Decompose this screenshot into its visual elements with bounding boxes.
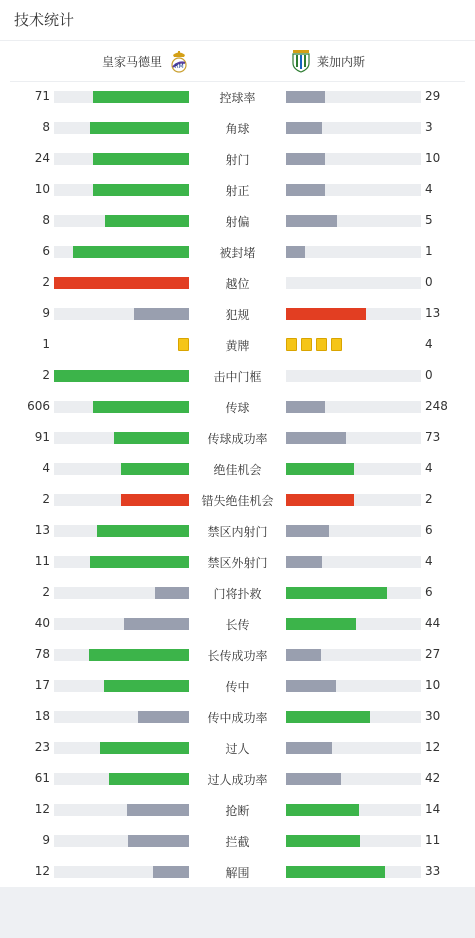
home-bar-fill (73, 246, 189, 258)
away-bar-track (286, 618, 421, 630)
stat-row[interactable] (0, 794, 475, 825)
home-value: 9 (42, 833, 50, 847)
away-bar-fill (286, 401, 325, 413)
stat-label: 传球成功率 (207, 432, 268, 446)
stat-label: 禁区外射门 (207, 556, 268, 570)
away-bar-fill (286, 804, 359, 816)
home-bar-track (54, 463, 189, 475)
stat-label: 绝佳机会 (213, 463, 262, 477)
home-bar-fill (155, 587, 189, 599)
home-bar-track (54, 494, 189, 506)
stat-label: 黄牌 (225, 339, 250, 353)
stat-row[interactable] (0, 329, 475, 360)
away-bar-fill (286, 525, 329, 537)
away-value: 0 (425, 275, 433, 289)
away-bar-track (286, 246, 421, 258)
away-bar-track (286, 773, 421, 785)
stat-row[interactable] (0, 143, 475, 174)
stat-label: 击中门框 (213, 370, 262, 384)
home-value: 71 (34, 89, 50, 103)
home-value: 40 (34, 616, 50, 630)
home-bar-track (54, 308, 189, 320)
stat-row[interactable] (0, 484, 475, 515)
stat-row[interactable] (0, 639, 475, 670)
away-bar-fill (286, 711, 370, 723)
away-bar-track (286, 587, 421, 599)
stat-label: 拦截 (225, 835, 250, 849)
away-team[interactable] (290, 49, 365, 73)
home-bar-fill (54, 277, 189, 289)
home-value: 11 (34, 554, 50, 568)
stat-row[interactable] (0, 236, 475, 267)
home-bar-fill (128, 835, 189, 847)
stat-row[interactable] (0, 267, 475, 298)
stat-row[interactable] (0, 422, 475, 453)
stat-row[interactable] (0, 453, 475, 484)
home-bar-track (54, 711, 189, 723)
home-bar-fill (90, 556, 189, 568)
stat-label: 控球率 (219, 91, 256, 105)
home-bar-track (54, 122, 189, 134)
yellow-card-icon (316, 338, 327, 351)
away-bar-fill (286, 246, 305, 258)
home-bar-track (54, 370, 189, 382)
away-value: 12 (425, 740, 441, 754)
home-bar-fill (138, 711, 189, 723)
home-value: 8 (42, 213, 50, 227)
stat-row[interactable] (0, 81, 475, 112)
away-bar-track (286, 525, 421, 537)
home-bar-track (54, 835, 189, 847)
home-value: 23 (34, 740, 50, 754)
home-value: 1 (42, 337, 50, 351)
away-bar-fill (286, 153, 325, 165)
away-bar-track (286, 835, 421, 847)
away-bar-fill (286, 91, 325, 103)
away-bar-fill (286, 215, 337, 227)
home-bar-fill (97, 525, 189, 537)
stat-row[interactable] (0, 763, 475, 794)
away-value: 4 (425, 337, 433, 351)
stat-label: 解围 (225, 866, 250, 880)
away-bar-track (286, 866, 421, 878)
home-value: 24 (34, 151, 50, 165)
stat-row[interactable] (0, 732, 475, 763)
away-value: 11 (425, 833, 441, 847)
stat-row[interactable] (0, 546, 475, 577)
home-bar-track (54, 742, 189, 754)
away-value: 10 (425, 151, 441, 165)
away-team-name: 莱加内斯 (317, 54, 366, 69)
away-bar-track (286, 184, 421, 196)
home-team[interactable] (102, 49, 190, 73)
stat-label: 抢断 (225, 804, 250, 818)
away-bar-track (286, 215, 421, 227)
away-bar-fill (286, 494, 354, 506)
stat-label: 角球 (225, 122, 250, 136)
stat-label: 射门 (225, 153, 250, 167)
home-bar-track (54, 804, 189, 816)
stat-label: 犯规 (225, 308, 250, 322)
stat-label: 长传成功率 (207, 649, 268, 663)
stat-label: 传球 (225, 401, 250, 415)
home-value: 61 (34, 771, 50, 785)
stat-label: 射正 (225, 184, 250, 198)
away-bar-track (286, 680, 421, 692)
home-bar-fill (100, 742, 189, 754)
home-bar-fill (93, 401, 189, 413)
away-bar-fill (286, 587, 387, 599)
away-value: 2 (425, 492, 433, 506)
away-value: 44 (425, 616, 441, 630)
away-value: 30 (425, 709, 441, 723)
away-bar-track (286, 401, 421, 413)
away-value: 1 (425, 244, 433, 258)
home-bar-fill (93, 184, 189, 196)
stat-row[interactable] (0, 515, 475, 546)
page-title: 技术统计 (0, 0, 475, 41)
stat-label: 越位 (225, 277, 250, 291)
stat-row[interactable] (0, 577, 475, 608)
stat-row[interactable] (0, 205, 475, 236)
stat-row[interactable] (0, 391, 475, 422)
home-bar-track (54, 432, 189, 444)
away-bar-fill (286, 742, 332, 754)
stat-label: 传中成功率 (207, 711, 268, 725)
home-bar-track (54, 215, 189, 227)
stat-row[interactable] (0, 670, 475, 701)
away-bar-track (286, 153, 421, 165)
home-bar-track (54, 525, 189, 537)
home-bar-track (54, 618, 189, 630)
stats-list (0, 81, 475, 887)
home-bar-track (54, 401, 189, 413)
away-value: 27 (425, 647, 441, 661)
home-yellow-cards (54, 338, 189, 352)
home-value: 17 (34, 678, 50, 692)
away-bar-fill (286, 556, 322, 568)
yellow-card-icon (301, 338, 312, 351)
home-value: 18 (34, 709, 50, 723)
away-value: 73 (425, 430, 441, 444)
svg-text:RM: RM (174, 63, 184, 70)
home-bar-fill (121, 463, 189, 475)
away-bar-track (286, 370, 421, 382)
away-bar-track (286, 804, 421, 816)
away-value: 13 (425, 306, 441, 320)
stat-label: 被封堵 (219, 246, 256, 260)
away-bar-track (286, 711, 421, 723)
away-value: 0 (425, 368, 433, 382)
home-bar-track (54, 556, 189, 568)
real-madrid-crest-icon (168, 49, 190, 73)
away-value: 4 (425, 182, 433, 196)
home-value: 8 (42, 120, 50, 134)
home-value: 78 (34, 647, 50, 661)
stat-label: 射偏 (225, 215, 250, 229)
away-value: 14 (425, 802, 441, 816)
away-bar-track (286, 463, 421, 475)
away-bar-fill (286, 866, 385, 878)
stat-row[interactable] (0, 112, 475, 143)
away-yellow-cards (286, 338, 421, 352)
yellow-card-icon (178, 338, 189, 351)
yellow-card-icon (331, 338, 342, 351)
away-bar-track (286, 432, 421, 444)
stat-label: 传中 (225, 680, 250, 694)
home-bar-track (54, 91, 189, 103)
away-value: 6 (425, 585, 433, 599)
away-bar-track (286, 742, 421, 754)
yellow-card-icon (286, 338, 297, 351)
home-bar-fill (109, 773, 189, 785)
away-bar-fill (286, 308, 366, 320)
away-value: 5 (425, 213, 433, 227)
home-value: 10 (34, 182, 50, 196)
away-bar-track (286, 277, 421, 289)
home-bar-fill (105, 215, 189, 227)
away-value: 3 (425, 120, 433, 134)
home-team-name: 皇家马德里 (102, 54, 163, 69)
away-bar-fill (286, 463, 354, 475)
stat-label: 错失绝佳机会 (201, 494, 274, 508)
home-value: 2 (42, 492, 50, 506)
home-bar-fill (134, 308, 189, 320)
home-bar-track (54, 866, 189, 878)
away-value: 29 (425, 89, 441, 103)
away-bar-fill (286, 618, 356, 630)
home-value: 2 (42, 585, 50, 599)
away-value: 248 (425, 399, 448, 413)
away-bar-fill (286, 680, 336, 692)
home-bar-fill (114, 432, 189, 444)
home-bar-track (54, 246, 189, 258)
away-bar-fill (286, 184, 325, 196)
stat-label: 门将扑救 (213, 587, 262, 601)
away-bar-fill (286, 835, 360, 847)
home-bar-fill (93, 91, 189, 103)
home-bar-fill (124, 618, 189, 630)
home-bar-fill (54, 370, 189, 382)
stat-row[interactable] (0, 174, 475, 205)
away-bar-track (286, 649, 421, 661)
teams-header (10, 41, 465, 82)
stat-label: 过人成功率 (207, 773, 268, 787)
home-value: 6 (42, 244, 50, 258)
home-bar-fill (90, 122, 189, 134)
away-value: 4 (425, 554, 433, 568)
home-value: 2 (42, 368, 50, 382)
home-value: 12 (34, 864, 50, 878)
stat-row[interactable] (0, 825, 475, 856)
away-value: 33 (425, 864, 441, 878)
stat-label: 禁区内射门 (207, 525, 268, 539)
home-bar-fill (153, 866, 189, 878)
stat-row[interactable] (0, 856, 475, 887)
home-bar-track (54, 773, 189, 785)
home-value: 2 (42, 275, 50, 289)
away-bar-fill (286, 122, 322, 134)
home-bar-track (54, 587, 189, 599)
home-bar-fill (127, 804, 189, 816)
home-bar-fill (104, 680, 189, 692)
home-value: 606 (27, 399, 50, 413)
away-value: 10 (425, 678, 441, 692)
home-bar-fill (89, 649, 189, 661)
stat-label: 长传 (225, 618, 250, 632)
stat-row[interactable] (0, 701, 475, 732)
home-value: 4 (42, 461, 50, 475)
home-value: 9 (42, 306, 50, 320)
stat-row[interactable] (0, 608, 475, 639)
home-bar-track (54, 649, 189, 661)
stat-label: 过人 (225, 742, 250, 756)
away-bar-track (286, 494, 421, 506)
home-bar-fill (121, 494, 189, 506)
stat-row[interactable] (0, 298, 475, 329)
away-value: 4 (425, 461, 433, 475)
stat-row[interactable] (0, 360, 475, 391)
away-bar-fill (286, 773, 341, 785)
leganes-crest-icon (290, 49, 312, 73)
home-value: 12 (34, 802, 50, 816)
away-bar-track (286, 122, 421, 134)
home-value: 91 (34, 430, 50, 444)
away-bar-track (286, 556, 421, 568)
home-bar-fill (93, 153, 189, 165)
home-bar-track (54, 184, 189, 196)
away-bar-fill (286, 432, 346, 444)
away-value: 42 (425, 771, 441, 785)
home-bar-track (54, 680, 189, 692)
home-bar-track (54, 153, 189, 165)
home-bar-track (54, 277, 189, 289)
away-bar-track (286, 308, 421, 320)
home-value: 13 (34, 523, 50, 537)
away-value: 6 (425, 523, 433, 537)
away-bar-track (286, 91, 421, 103)
away-bar-fill (286, 649, 321, 661)
